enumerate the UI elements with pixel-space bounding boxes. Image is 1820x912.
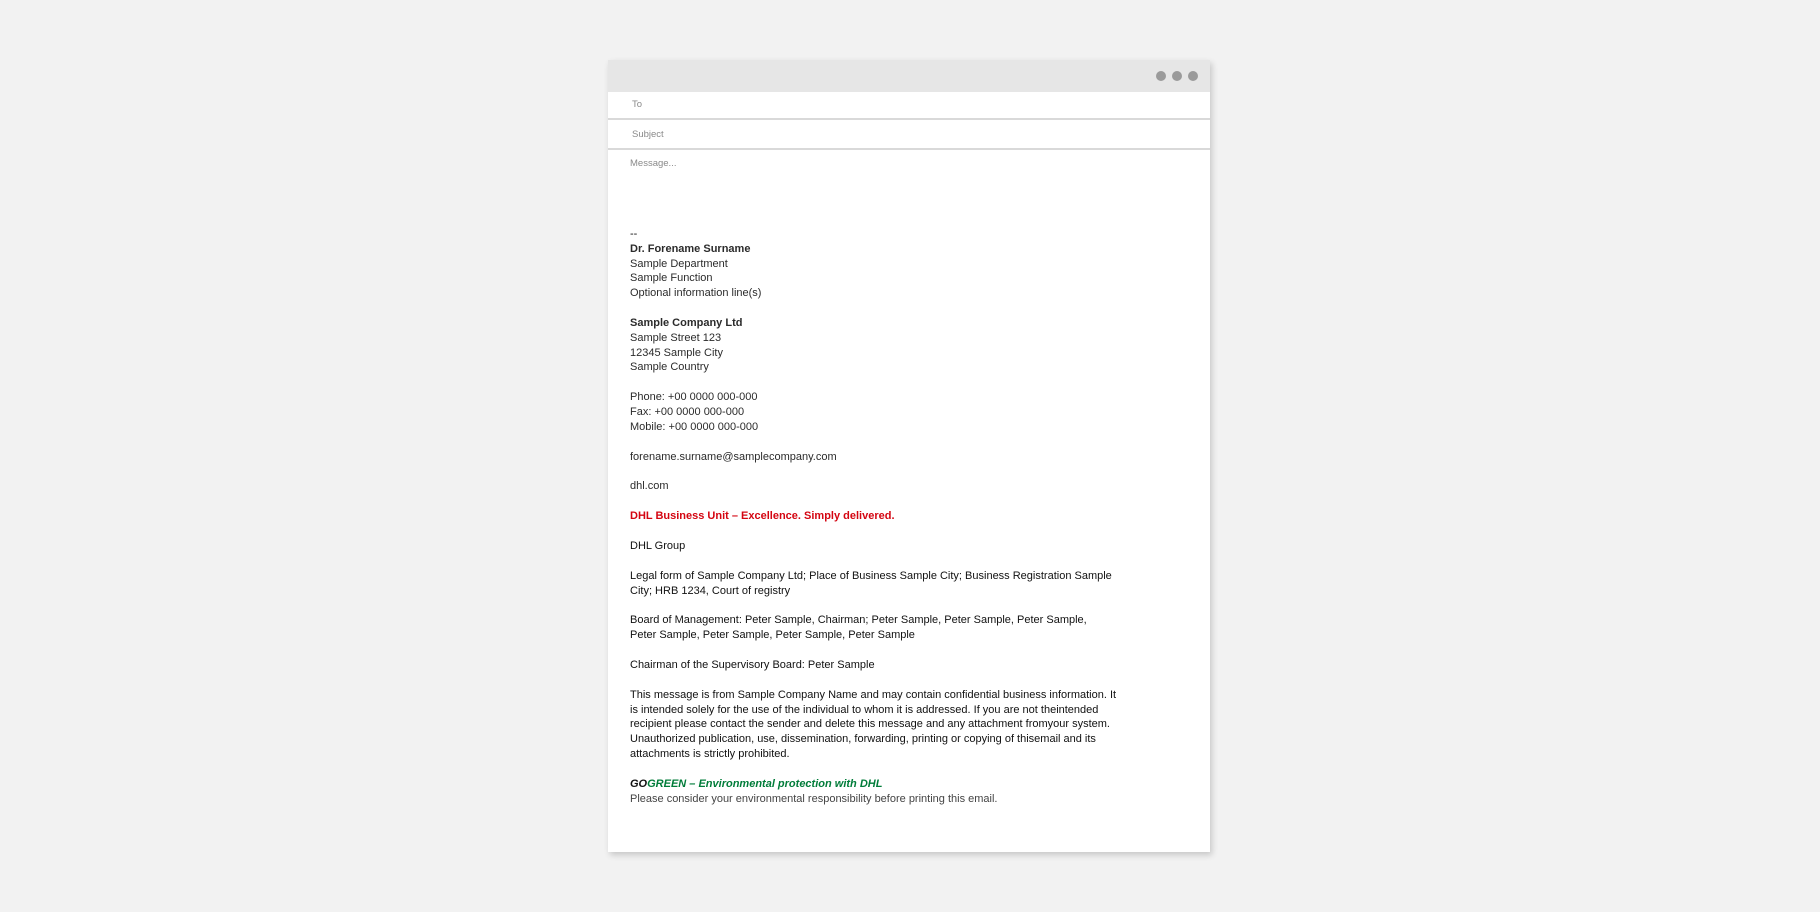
- signature-street: Sample Street 123: [630, 331, 722, 344]
- signature-gogreen: [630, 777, 1130, 792]
- signature-function: Sample Function: [630, 272, 713, 285]
- signature-supervisory-chairman: Chairman of the Supervisory Board: Peter Sample: [630, 658, 875, 671]
- window-control-dot-icon[interactable]: [1156, 71, 1166, 81]
- email-compose-window: [608, 60, 1210, 852]
- signature-separator: --: [630, 228, 638, 240]
- message-input[interactable]: [630, 158, 1190, 188]
- gogreen-text: GREEN – Environmental protection with DHL: [647, 777, 883, 790]
- signature-website: dhl.com: [630, 480, 669, 493]
- signature-group: DHL Group: [630, 539, 686, 552]
- subject-input[interactable]: [630, 128, 1194, 141]
- signature-country: Sample Country: [630, 361, 709, 374]
- email-signature: [630, 227, 1130, 806]
- signature-department: Sample Department: [630, 257, 728, 270]
- window-control-dot-icon[interactable]: [1188, 71, 1198, 81]
- window-controls: [1156, 71, 1198, 81]
- signature-email: forename.surname@samplecompany.com: [630, 450, 837, 463]
- to-input[interactable]: [630, 98, 1194, 111]
- signature-optional-info: Optional information line(s): [630, 287, 762, 300]
- signature-name: Dr. Forename Surname: [630, 242, 751, 255]
- signature-phone: Phone: +00 0000 000-000: [630, 391, 758, 404]
- title-bar: [608, 60, 1210, 92]
- signature-disclaimer: This message is from Sample Company Name and may contain confidential business information. It is intended solely for the use of the individual to whom it is addressed. If you are not theintended recipient please contact the sender and delete this message and any attachment fromyour system. Unauthorized publication, use, dissemination, forwarding, printing or copying of thisemail and its attachments is strictly prohibited.: [630, 688, 1117, 760]
- subject-field-row: [608, 122, 1210, 150]
- signature-city: 12345 Sample City: [630, 346, 723, 359]
- to-field-row: [608, 92, 1210, 120]
- signature-board-of-management: Board of Management: Peter Sample, Chairman; Peter Sample, Peter Sample, Peter Sample, Peter Sample, Peter Sample, Peter Sample, Peter Sample: [630, 614, 1087, 642]
- window-control-dot-icon[interactable]: [1172, 71, 1182, 81]
- signature-legal-info: Legal form of Sample Company Ltd; Place of Business Sample City; Business Registration Sample City; HRB 1234, Court of registry: [630, 569, 1112, 597]
- signature-company: Sample Company Ltd: [630, 316, 743, 329]
- gogreen-prefix: GO: [630, 777, 648, 790]
- signature-slogan: DHL Business Unit – Excellence. Simply delivered.: [630, 510, 895, 523]
- signature-environment-note: Please consider your environmental responsibility before printing this email.: [630, 792, 998, 805]
- signature-mobile: Mobile: +00 0000 000-000: [630, 420, 759, 433]
- signature-fax: Fax: +00 0000 000-000: [630, 405, 745, 418]
